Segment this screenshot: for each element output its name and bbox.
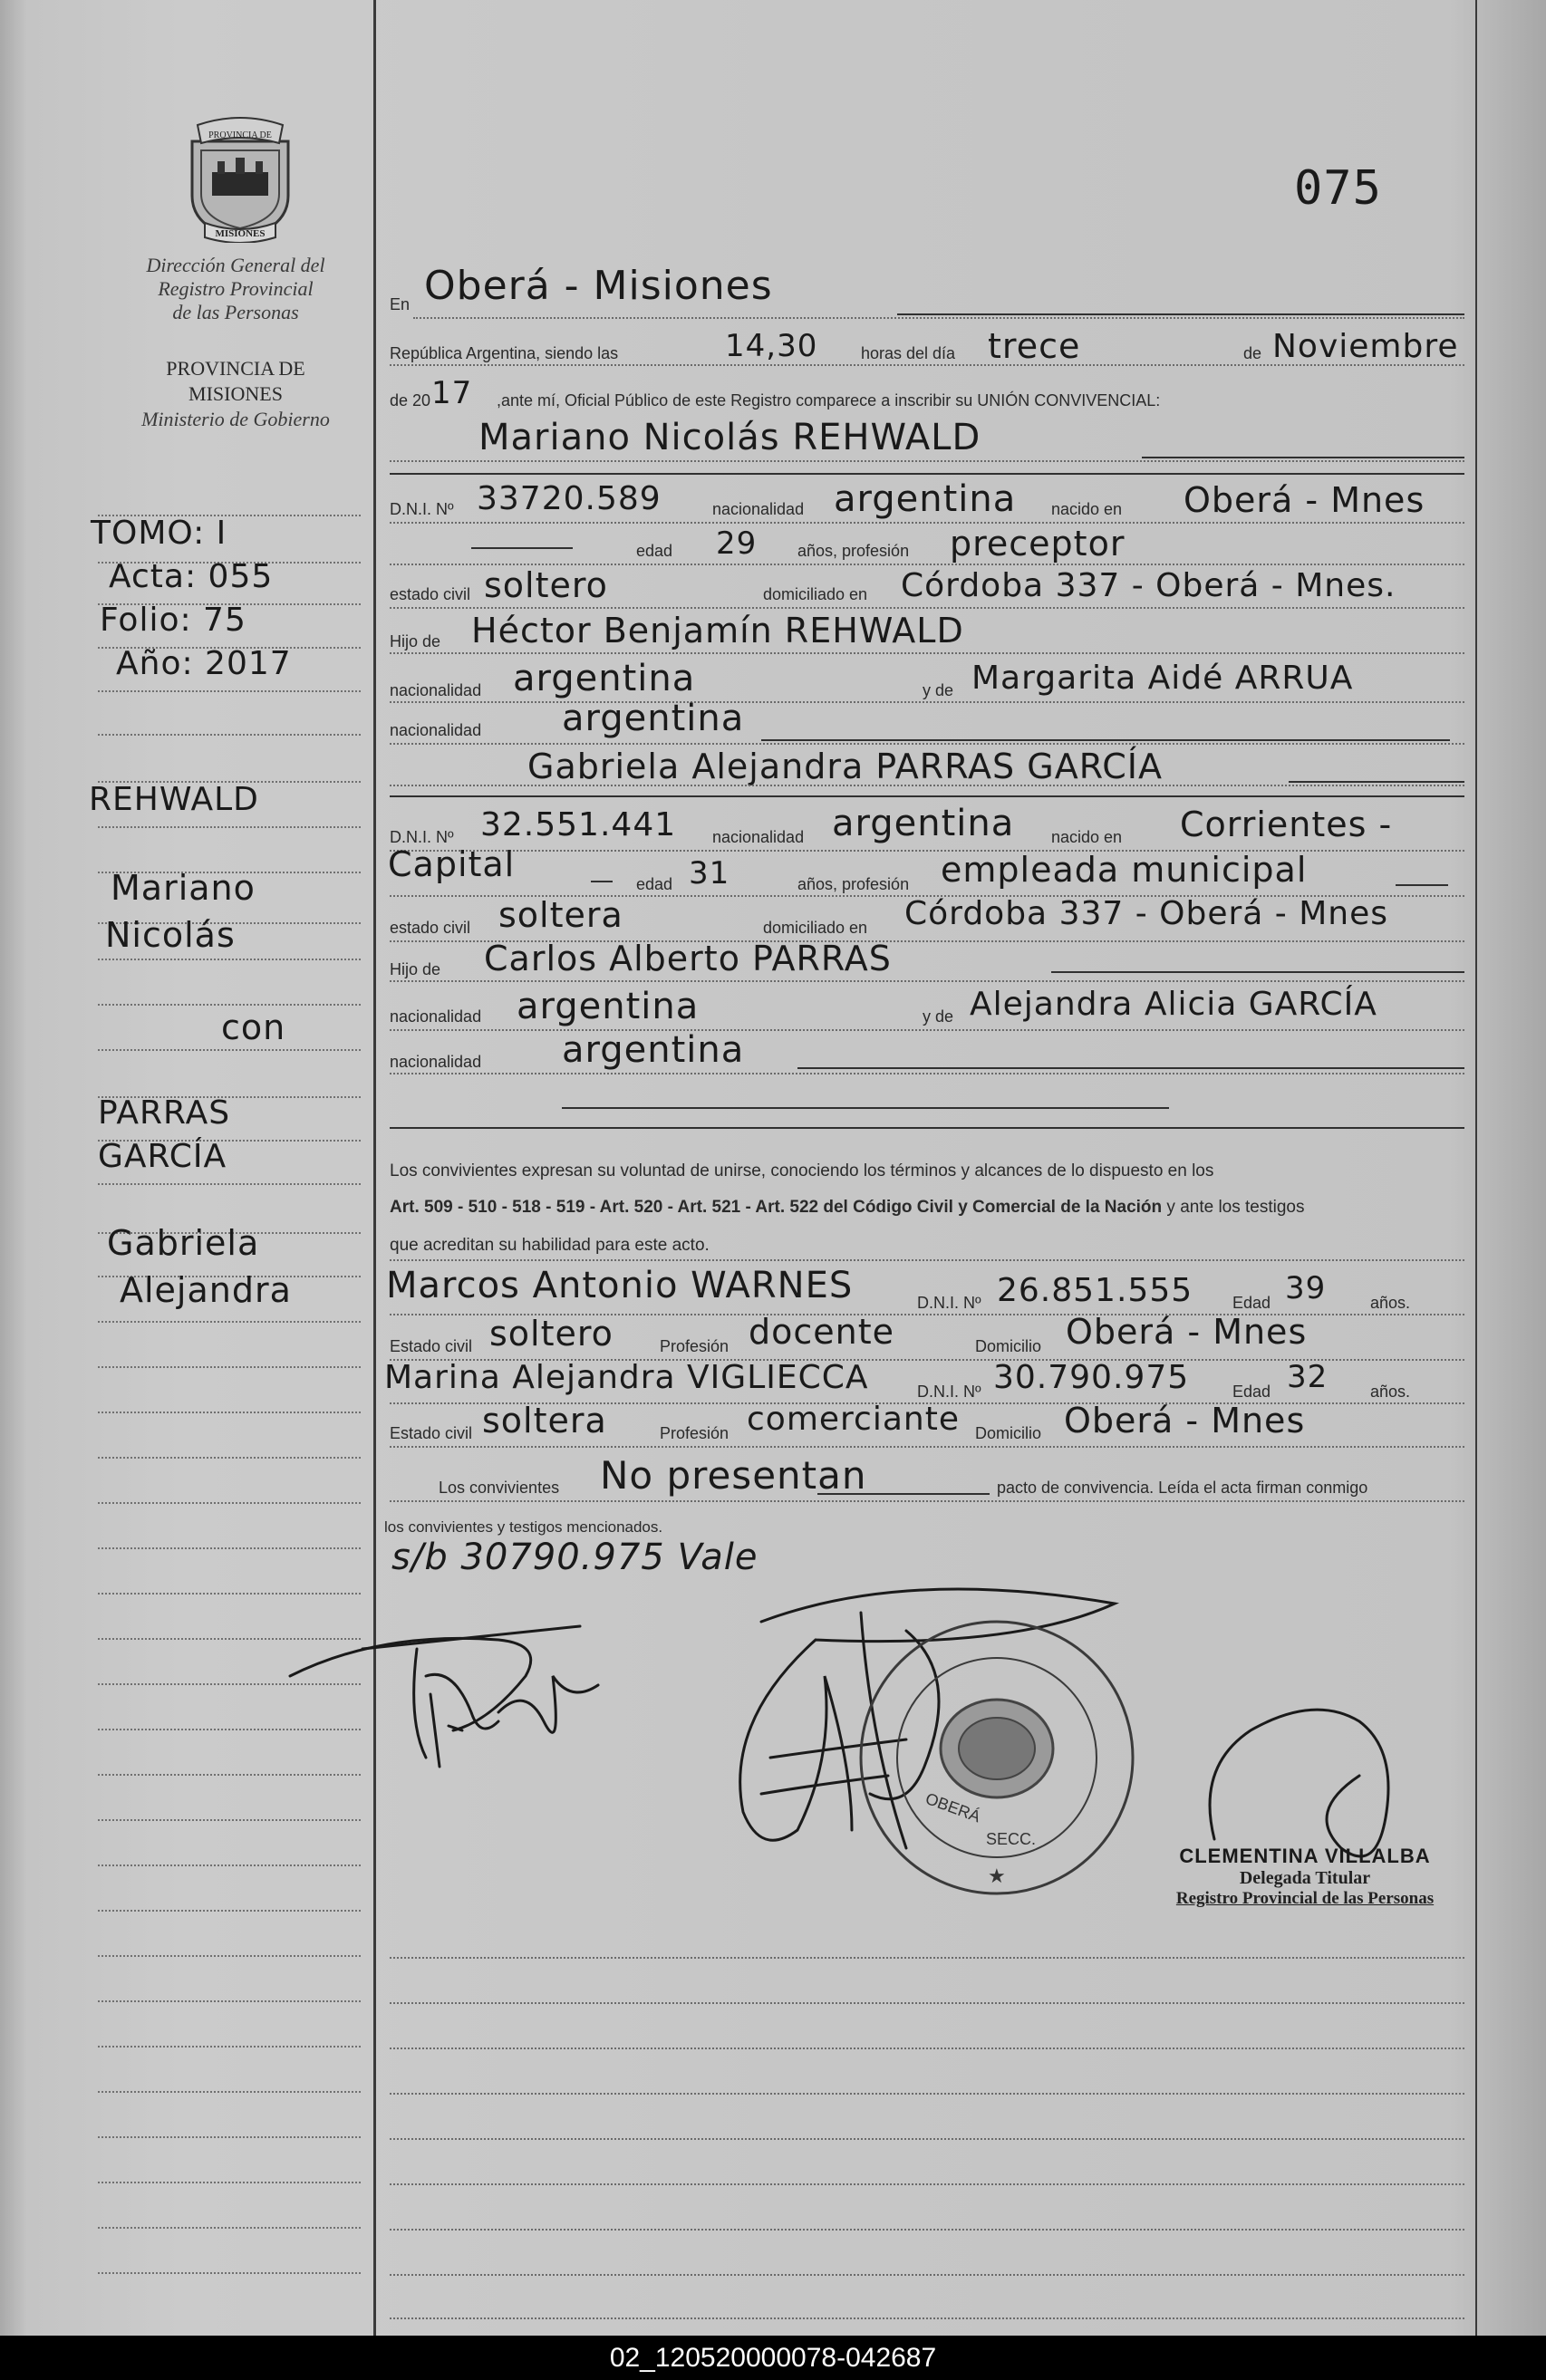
pacto-status: No presentan <box>600 1453 867 1498</box>
legal-articles: Art. 509 - 510 - 518 - 519 - Art. 520 - Art. 521 - Art. 522 del Código Civil y Comercial de la Nación <box>390 1198 1163 1217</box>
testigo-1-domicilio: Oberá - Mnes <box>1066 1312 1308 1352</box>
testigo-2-nombre: Marina Alejandra VIGLIECCA <box>384 1359 869 1396</box>
conviviente-2-domicilio: Córdoba 337 - Oberá - Mnes <box>904 895 1389 932</box>
conviviente-2-nacido-en-line-2: Capital <box>388 844 516 884</box>
conviviente-2-dni: 32.551.441 <box>480 806 677 843</box>
legal-text-line-3: que acreditan su habilidad para este acto. <box>390 1236 710 1255</box>
label-horas-del-dia: horas del día <box>861 344 956 362</box>
label-nacionalidad-madre-2: nacionalidad <box>390 1053 482 1071</box>
label-nacido-en-2: nacido en <box>1051 828 1123 846</box>
conviviente-2-madre: Alejandra Alicia GARCÍA <box>970 986 1377 1023</box>
acta-hora: 14,30 <box>725 328 818 364</box>
label-domiciliado-2: domiciliado en <box>763 919 868 937</box>
direccion-line-2: Registro Provincial <box>158 277 314 300</box>
official-block <box>1142 1845 1468 1909</box>
margin-surname-2-line-2: GARCÍA <box>98 1138 227 1175</box>
direccion-line-3: de las Personas <box>172 301 299 323</box>
label-estado-civil-2: estado civil <box>390 919 471 937</box>
conviviente-1-nombre: Mariano Nicolás REHWALD <box>478 417 981 458</box>
label-anios-profesion-1: años, profesión <box>797 542 910 560</box>
label-edad-testigo-2: Edad <box>1232 1383 1271 1401</box>
label-dni-1: D.N.I. Nº <box>390 500 454 518</box>
label-estado-civil-testigo-1: Estado civil <box>390 1337 473 1355</box>
label-profesion-testigo-1: Profesión <box>660 1337 730 1355</box>
label-republica: República Argentina, siendo las <box>390 344 619 362</box>
acta-mes: Noviembre <box>1272 328 1459 365</box>
margin-tomo: TOMO: I <box>91 515 227 552</box>
label-hijo-de-1: Hijo de <box>390 632 441 650</box>
label-de-20: de 20 <box>390 391 431 410</box>
label-domicilio-testigo-1: Domicilio <box>975 1337 1042 1355</box>
conviviente-1-dni: 33720.589 <box>477 480 662 517</box>
crest-text-bottom: MISIONES <box>215 228 266 239</box>
signature-conviviente-2 <box>740 1589 1115 1848</box>
acta-anio: 17 <box>431 375 473 411</box>
label-y-de-2: y de <box>923 1007 954 1026</box>
testigo-2-domicilio: Oberá - Mnes <box>1064 1401 1306 1441</box>
testigo-1-profesion: docente <box>749 1312 895 1352</box>
label-anios-profesion-2: años, profesión <box>797 875 910 893</box>
conviviente-1-padre: Héctor Benjamín REHWALD <box>471 611 964 650</box>
margin-name-1-line-1: Mariano <box>111 868 256 908</box>
label-nacionalidad-madre-1: nacionalidad <box>390 721 482 739</box>
conviviente-2-edad: 31 <box>689 855 730 891</box>
label-nacionalidad-2: nacionalidad <box>712 828 805 846</box>
signature-oficial <box>1210 1710 1388 1856</box>
label-nacido-en-1: nacido en <box>1051 500 1123 518</box>
margin-surname-1: REHWALD <box>89 781 259 818</box>
label-firman: los convivientes y testigos mencionados. <box>384 1518 663 1536</box>
signature-conviviente-1 <box>290 1638 598 1758</box>
label-dni-testigo-2: D.N.I. Nº <box>917 1383 981 1401</box>
stamp-secc-text: SECC. <box>986 1830 1037 1848</box>
acta-lugar: Oberá - Misiones <box>424 263 773 309</box>
conviviente-2-nombre: Gabriela Alejandra PARRAS GARCÍA <box>527 747 1163 786</box>
label-pacto: pacto de convivencia. Leída el acta firman conmigo <box>997 1479 1368 1497</box>
acta-dia: trece <box>988 326 1081 366</box>
label-y-de-1: y de <box>923 681 954 699</box>
conviviente-2-estado-civil: soltera <box>498 895 623 935</box>
label-estado-civil-1: estado civil <box>390 585 471 603</box>
label-edad-2: edad <box>636 875 673 893</box>
legal-text-line-2 <box>390 1198 1305 1218</box>
conviviente-1-nacionalidad: argentina <box>834 478 1017 520</box>
label-anios-testigo-2: años. <box>1370 1383 1411 1401</box>
margin-surname-2-line-1: PARRAS <box>98 1094 231 1132</box>
enmienda-note: s/b 30790.975 Vale <box>391 1537 759 1578</box>
conviviente-1-madre: Margarita Aidé ARRUA <box>971 660 1354 697</box>
margin-name-2-line-2: Alejandra <box>120 1270 292 1310</box>
label-nacionalidad-1: nacionalidad <box>712 500 805 518</box>
direccion-line-1: Dirección General del <box>146 254 325 276</box>
label-en: En <box>390 295 411 313</box>
margin-line-right <box>1475 0 1477 2336</box>
provincia-crest-icon <box>181 116 299 243</box>
testigo-1-dni: 26.851.555 <box>997 1272 1193 1309</box>
label-de: de <box>1243 344 1262 362</box>
official-office: Registro Provincial de las Personas <box>1175 1889 1435 1908</box>
testigo-2-profesion: comerciante <box>747 1401 960 1438</box>
testigo-1-estado-civil: soltero <box>489 1314 614 1354</box>
label-los-convivientes: Los convivientes <box>439 1479 560 1497</box>
label-nacionalidad-padre-1: nacionalidad <box>390 681 482 699</box>
conviviente-2-nacionalidad: argentina <box>832 803 1015 844</box>
conviviente-2-padre: Carlos Alberto PARRAS <box>484 939 892 978</box>
margin-name-1-line-2: Nicolás <box>105 915 236 955</box>
conviviente-1-profesion: preceptor <box>950 524 1126 564</box>
official-name: CLEMENTINA VILLALBA <box>1179 1845 1431 1867</box>
conviviente-1-nacido-en: Oberá - Mnes <box>1184 480 1425 520</box>
testigo-1-edad: 39 <box>1285 1270 1327 1306</box>
ministerio-label: Ministerio de Gobierno <box>141 408 330 430</box>
provincia-line-1: PROVINCIA DE <box>166 357 305 380</box>
scan-id-footer: 02_120520000078-042687 <box>0 2336 1546 2380</box>
conviviente-1-madre-nacionalidad: argentina <box>562 698 745 739</box>
testigo-2-estado-civil: soltera <box>482 1401 607 1441</box>
conviviente-1-domicilio: Córdoba 337 - Oberá - Mnes. <box>901 567 1396 604</box>
margin-folio: Folio: 75 <box>100 602 246 639</box>
margin-acta: Acta: 055 <box>109 558 274 595</box>
conviviente-1-padre-nacionalidad: argentina <box>513 658 696 699</box>
label-domiciliado-1: domiciliado en <box>763 585 868 603</box>
legal-text-line-2-rest: y ante los testigos <box>1162 1198 1305 1217</box>
margin-con: con <box>221 1007 286 1047</box>
legal-text-line-1: Los convivientes expresan su voluntad de unirse, conociendo los términos y alcances de lo dispuesto en los <box>390 1161 1214 1180</box>
page-number: 075 <box>1294 161 1382 216</box>
margin-anio: Año: 2017 <box>116 645 292 682</box>
conviviente-1-edad: 29 <box>716 525 758 562</box>
label-edad-testigo-1: Edad <box>1232 1294 1271 1312</box>
label-anios-testigo-1: años. <box>1370 1294 1411 1312</box>
official-title: Delegada Titular <box>1239 1868 1371 1888</box>
testigo-2-edad: 32 <box>1287 1359 1329 1395</box>
conviviente-1-estado-civil: soltero <box>484 565 608 605</box>
label-hijo-de-2: Hijo de <box>390 960 441 978</box>
label-edad-1: edad <box>636 542 673 560</box>
crest-text-top: PROVINCIA DE <box>208 130 272 140</box>
conviviente-2-nacido-en-line-1: Corrientes - <box>1180 805 1393 844</box>
label-ante-mi: ,ante mí, Oficial Público de este Registro comparece a inscribir su UNIÓN CONVIVENCIAL: <box>497 391 1161 410</box>
label-estado-civil-testigo-2: Estado civil <box>390 1424 473 1442</box>
testigo-1-nombre: Marcos Antonio WARNES <box>386 1265 854 1306</box>
svg-text:★: ★ <box>988 1865 1006 1888</box>
label-domicilio-testigo-2: Domicilio <box>975 1424 1042 1442</box>
stamp-place-text: OBERÁ <box>923 1788 983 1826</box>
conviviente-2-madre-nacionalidad: argentina <box>562 1029 745 1071</box>
margin-name-2-line-1: Gabriela <box>107 1223 260 1263</box>
conviviente-2-profesion: empleada municipal <box>941 850 1308 890</box>
testigo-2-dni: 30.790.975 <box>993 1359 1190 1396</box>
label-dni-2: D.N.I. Nº <box>390 828 454 846</box>
label-dni-testigo-1: D.N.I. Nº <box>917 1294 981 1312</box>
label-nacionalidad-padre-2: nacionalidad <box>390 1007 482 1026</box>
margin-line-left <box>373 0 376 2336</box>
label-profesion-testigo-2: Profesión <box>660 1424 730 1442</box>
conviviente-2-padre-nacionalidad: argentina <box>517 986 700 1027</box>
registro-stamp-icon <box>861 1622 1133 1893</box>
provincia-line-2: MISIONES <box>188 382 283 405</box>
